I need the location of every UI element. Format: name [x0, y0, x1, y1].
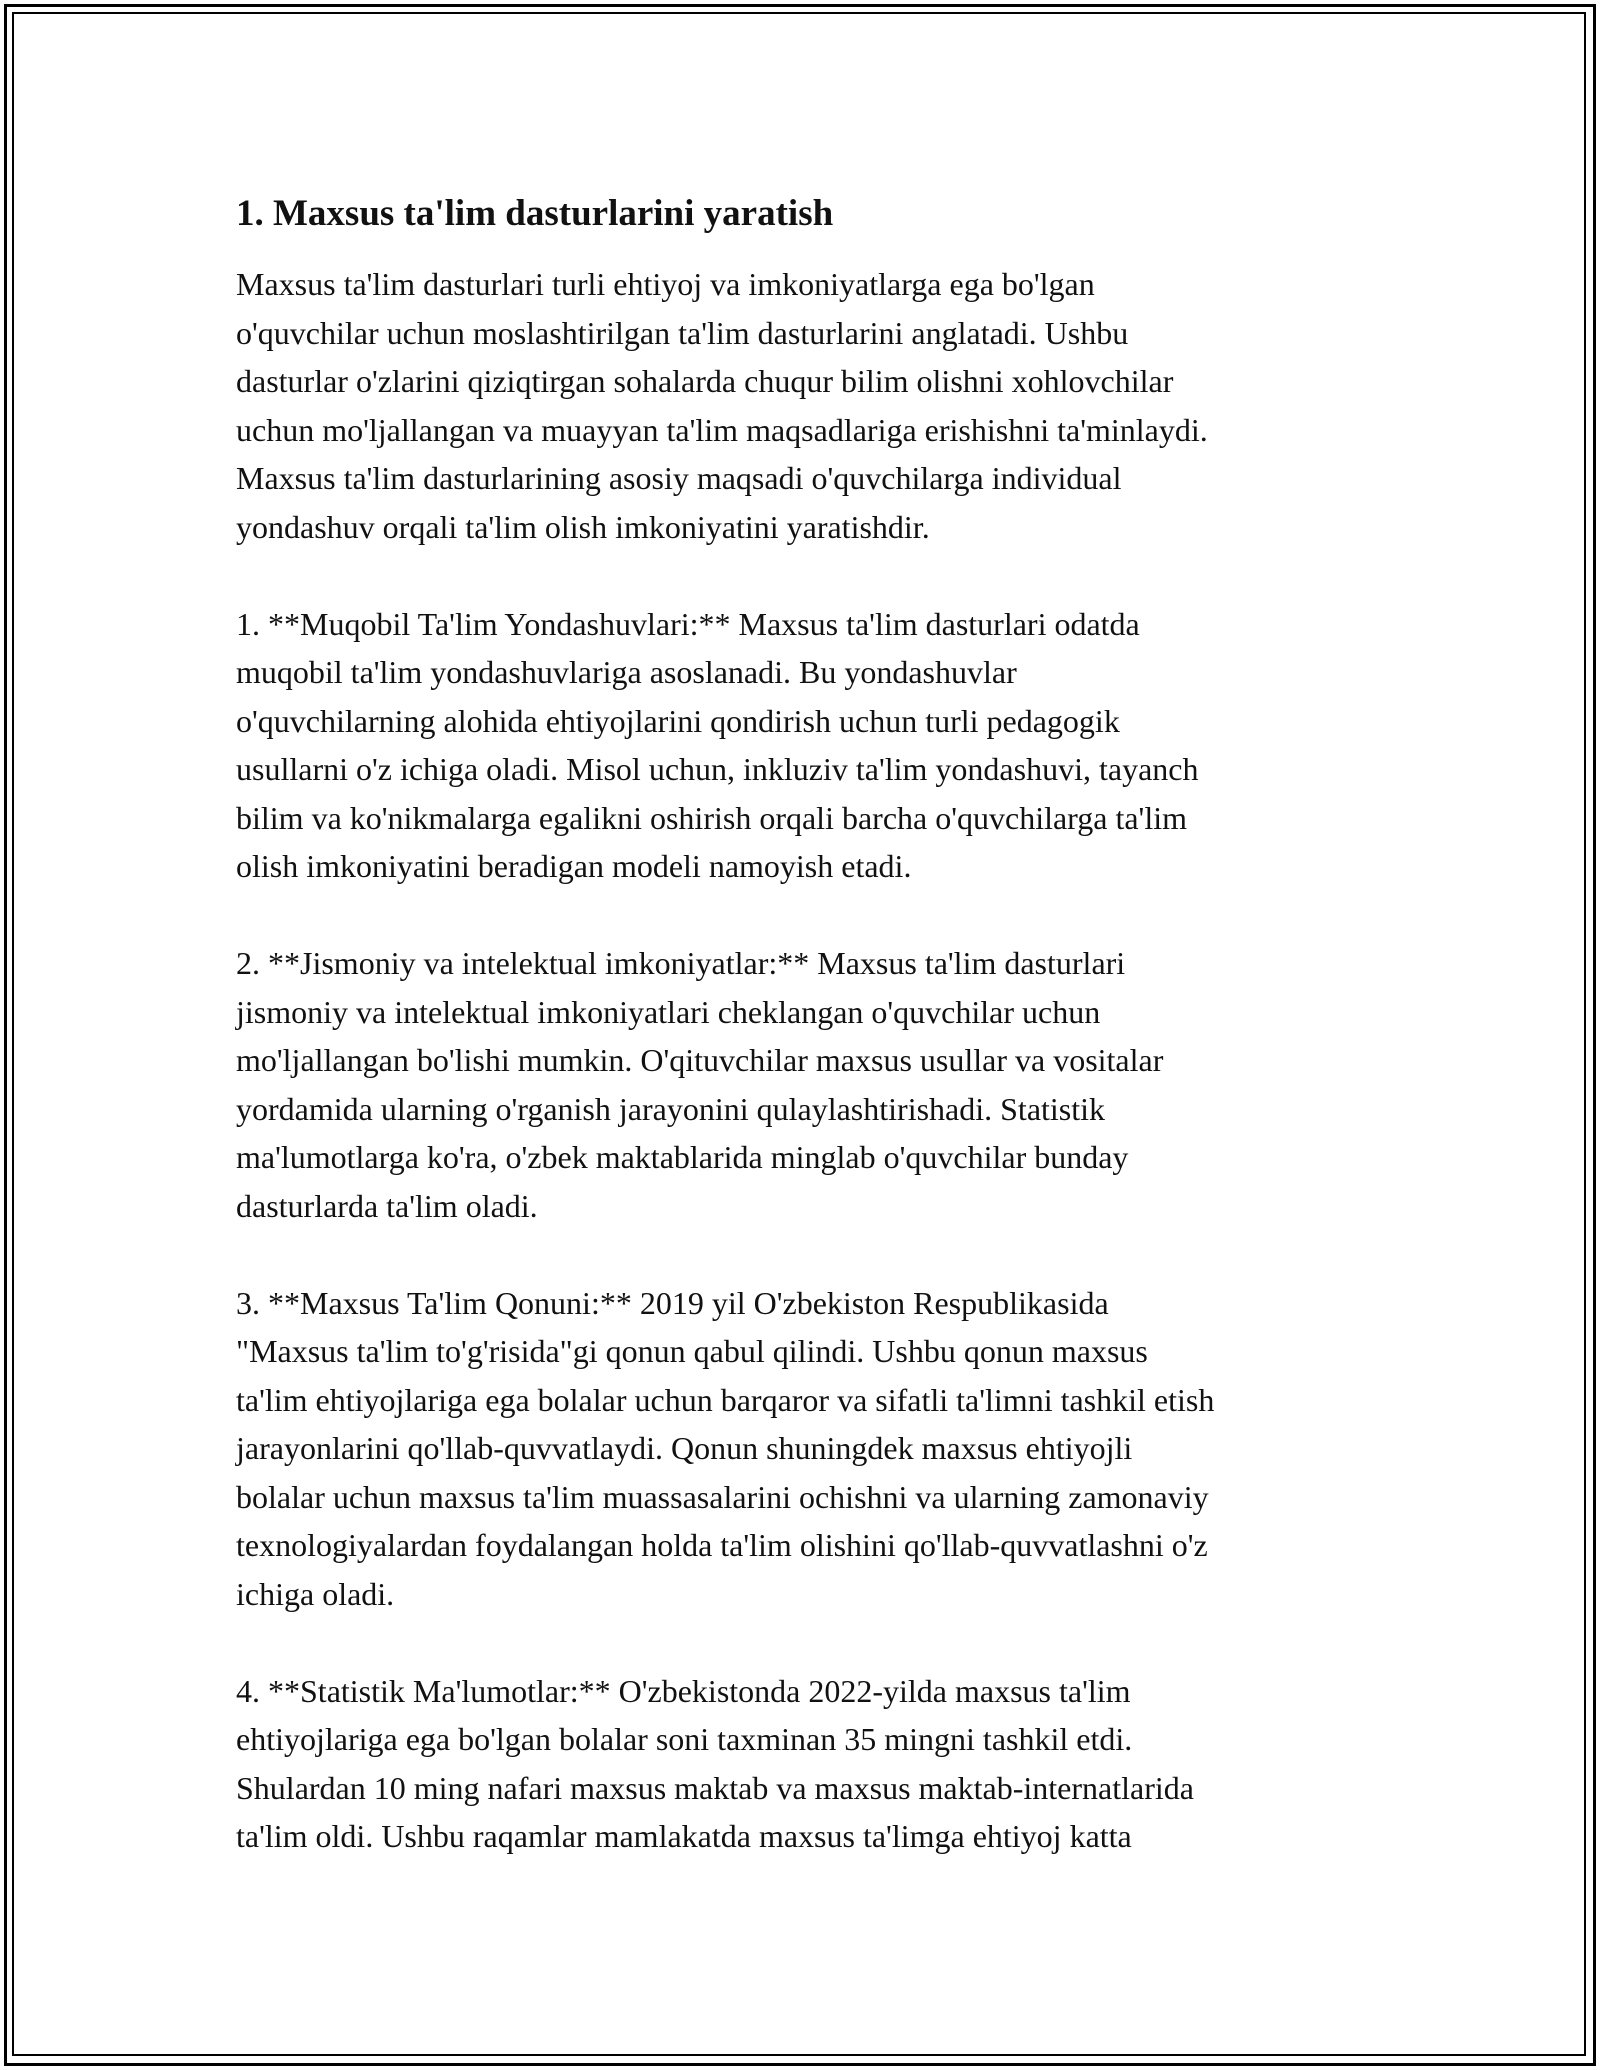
text-line: o'quvchilarning alohida ehtiyojlarini qondirish uchun turli pedagogik: [236, 702, 1120, 739]
text-line: jarayonlarini qo'llab-quvvatlaydi. Qonun shuningdek maxsus ehtiyojli: [236, 1430, 1133, 1466]
text-line: ehtiyojlariga ega bo'lgan bolalar soni taxminan 35 mingni tashkil etdi.: [236, 1721, 1133, 1757]
text-line: ichiga oladi.: [236, 1575, 395, 1612]
text-line: Maxsus ta'lim dasturlari turli ehtiyoj va imkoniyatlarga ega bo'lgan: [236, 266, 1095, 302]
text-line: yondashuv orqali ta'lim olish imkoniyatini yaratishdir.: [236, 508, 930, 545]
text-line: ta'lim oldi. Ushbu raqamlar mamlakatda maxsus ta'limga ehtiyoj katta: [236, 1818, 1132, 1854]
text-line: uchun mo'ljallangan va muayyan ta'lim maqsadlariga erishishni ta'minlaydi.: [236, 411, 1208, 448]
text-line: Shulardan 10 ming nafari maxsus maktab va maxsus maktab-internatlarida: [236, 1769, 1194, 1806]
text-line: bilim va ko'nikmalarga egalikni oshirish orqali barcha o'quvchilarga ta'lim: [236, 799, 1187, 836]
text-line: bolalar uchun maxsus ta'lim muassasalarini ochishni va ularning zamonaviy: [236, 1478, 1209, 1515]
text-line: dasturlar o'zlarini qiziqtirgan sohalarda chuqur bilim olishni xohlovchilar: [236, 363, 1174, 399]
text-line: o'quvchilar uchun moslashtirilgan ta'lim dasturlarini anglatadi. Ushbu: [236, 314, 1129, 351]
text-line: yordamida ularning o'rganish jarayonini qulaylashtirishadi. Statistik: [236, 1090, 1106, 1127]
text-line: 3. **Maxsus Ta'lim Qonuni:** 2019 yil O'zbekiston Respublikasida: [236, 1284, 1109, 1321]
text-line: muqobil ta'lim yondashuvlariga asoslanadi. Bu yondashuvlar: [236, 654, 1017, 690]
intro-paragraph: [236, 260, 1366, 551]
section-heading: 1. Maxsus ta'lim dasturlarini yaratish: [236, 193, 834, 234]
text-line: Maxsus ta'lim dasturlarining asosiy maqsadi o'quvchilarga individual: [236, 460, 1122, 496]
text-line: dasturlarda ta'lim oladi.: [236, 1187, 538, 1224]
text-line: texnologiyalardan foydalangan holda ta'lim olishini qo'llab-quvvatlashni o'z: [236, 1527, 1208, 1563]
list-item-paragraph: [236, 1279, 1366, 1619]
text-line: 2. **Jismoniy va intelektual imkoniyatlar:** Maxsus ta'lim dasturlari: [236, 945, 1126, 981]
document-body: [236, 188, 1366, 1909]
text-line: jismoniy va intelektual imkoniyatlari cheklangan o'quvchilar uchun: [236, 993, 1101, 1030]
list-item-paragraph: [236, 939, 1366, 1230]
text-line: ma'lumotlarga ko'ra, o'zbek maktablarida minglab o'quvchilar bunday: [236, 1139, 1129, 1175]
text-line: "Maxsus ta'lim to'g'risida"gi qonun qabul qilindi. Ushbu qonun maxsus: [236, 1333, 1148, 1369]
text-line: mo'ljallangan bo'lishi mumkin. O'qituvchilar maxsus usullar va vositalar: [236, 1042, 1164, 1078]
list-item-paragraph: [236, 600, 1366, 891]
text-line: olish imkoniyatini beradigan modeli namoyish etadi.: [236, 848, 912, 884]
text-line: 1. **Muqobil Ta'lim Yondashuvlari:** Maxsus ta'lim dasturlari odatda: [236, 605, 1140, 642]
text-line: 4. **Statistik Ma'lumotlar:** O'zbekistonda 2022-yilda maxsus ta'lim: [236, 1672, 1131, 1709]
text-line: usullarni o'z ichiga oladi. Misol uchun, inkluziv ta'lim yondashuvi, tayanch: [236, 751, 1199, 787]
text-line: ta'lim ehtiyojlariga ega bolalar uchun barqaror va sifatli ta'limni tashkil etish: [236, 1381, 1215, 1418]
list-item-paragraph: [236, 1667, 1366, 1861]
